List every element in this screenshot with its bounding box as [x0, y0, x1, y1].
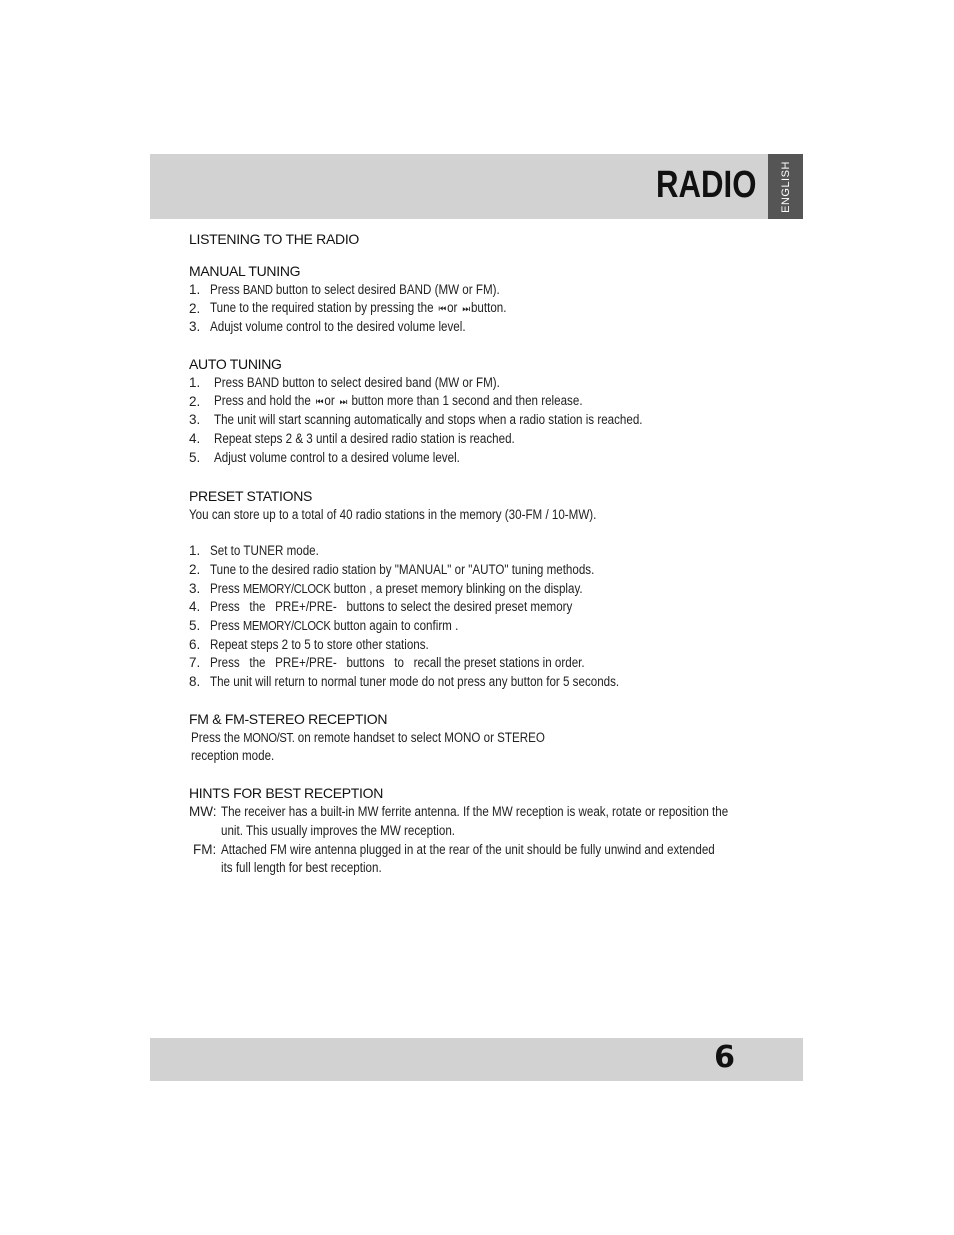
hint-fm: FM: Attached FM wire antenna plugged in at the rear of the unit should be fully unwind and extended its full length for best reception.	[193, 841, 715, 876]
language-tab	[768, 154, 803, 219]
manual-tuning-steps	[189, 281, 789, 337]
list-item: 7. Press the PRE+/PRE- buttons to recall the preset stations in order.	[189, 655, 585, 671]
list-item: 8. The unit will return to normal tuner mode do not press any button for 5 seconds.	[189, 674, 620, 690]
list-item: 1. Press BAND button to select desired band (MW or FM).	[189, 375, 500, 391]
list-item: 6. Repeat steps 2 to 5 to store other stations.	[189, 636, 429, 652]
skip-back-icon: ⏮	[315, 396, 322, 408]
auto-tuning-steps	[189, 374, 789, 467]
memory-clock-keyword: MEMORY/CLOCK	[242, 580, 331, 596]
hints-text	[189, 803, 789, 878]
preset-steps	[189, 542, 789, 692]
memory-clock-keyword: MEMORY/CLOCK	[242, 617, 331, 633]
list-item: 1. Press BAND button to select desired BAND (MW or FM).	[189, 282, 500, 297]
list-item: 2. Press and hold the ⏮ or ⏭ button more than 1 second and then release.	[189, 392, 583, 409]
language-tab-label: ENGLISH	[779, 160, 792, 213]
hint-mw: MW: The receiver has a built-in MW ferrite antenna. If the MW reception is weak, rotate or reposition the unit. This usually improves the MW reception.	[189, 804, 729, 838]
list-item: 1. Set to TUNER mode.	[189, 543, 319, 559]
list-item: 3. Adujst volume control to the desired volume level.	[189, 319, 466, 335]
header-band	[150, 154, 768, 219]
list-item: 5. Press MEMORY/CLOCK button again to confirm .	[189, 617, 459, 633]
footer-band	[150, 1038, 803, 1081]
section-heading-hints: HINTS FOR BEST RECEPTION	[189, 785, 384, 802]
list-item: 2. Tune to the required station by pressing the ⏮ or ⏭ button.	[189, 299, 507, 316]
list-item: 3. Press MEMORY/CLOCK button , a preset memory blinking on the display.	[189, 580, 583, 596]
page-number: 6	[714, 1040, 735, 1075]
skip-forward-icon: ⏭	[462, 303, 469, 315]
section-heading-preset-stations: PRESET STATIONS	[189, 487, 313, 504]
section-heading-fm-stereo: FM & FM-STEREO RECEPTION	[189, 710, 388, 727]
list-item: 2. Tune to the desired radio station by "MANUAL" or "AUTO" tuning methods.	[189, 561, 595, 577]
mono-st-keyword: MONO/ST.	[243, 729, 295, 745]
section-heading-auto-tuning: AUTO TUNING	[189, 356, 282, 373]
stereo-text: Press the MONO/ST. on remote handset to select MONO or STEREO reception mode.	[191, 729, 545, 764]
page-title: RADIO	[655, 164, 756, 206]
band-keyword: BAND	[242, 282, 273, 297]
list-item: 4. Press the PRE+/PRE- buttons to select the desired preset memory	[189, 599, 573, 615]
section-heading-manual-tuning: MANUAL TUNING	[189, 263, 301, 279]
list-item: 5. Adjust volume control to a desired volume level.	[189, 449, 460, 465]
list-item: 4. Repeat steps 2 & 3 until a desired radio station is reached.	[189, 431, 515, 447]
skip-forward-icon: ⏭	[339, 396, 346, 408]
section-heading-listening: LISTENING TO THE RADIO	[189, 231, 359, 247]
list-item: 3. The unit will start scanning automatically and stops when a radio station is reached.	[189, 412, 643, 428]
skip-back-icon: ⏮	[438, 303, 445, 315]
content-area	[189, 230, 789, 878]
preset-intro: You can store up to a total of 40 radio stations in the memory (30-FM / 10-MW).	[189, 506, 597, 522]
